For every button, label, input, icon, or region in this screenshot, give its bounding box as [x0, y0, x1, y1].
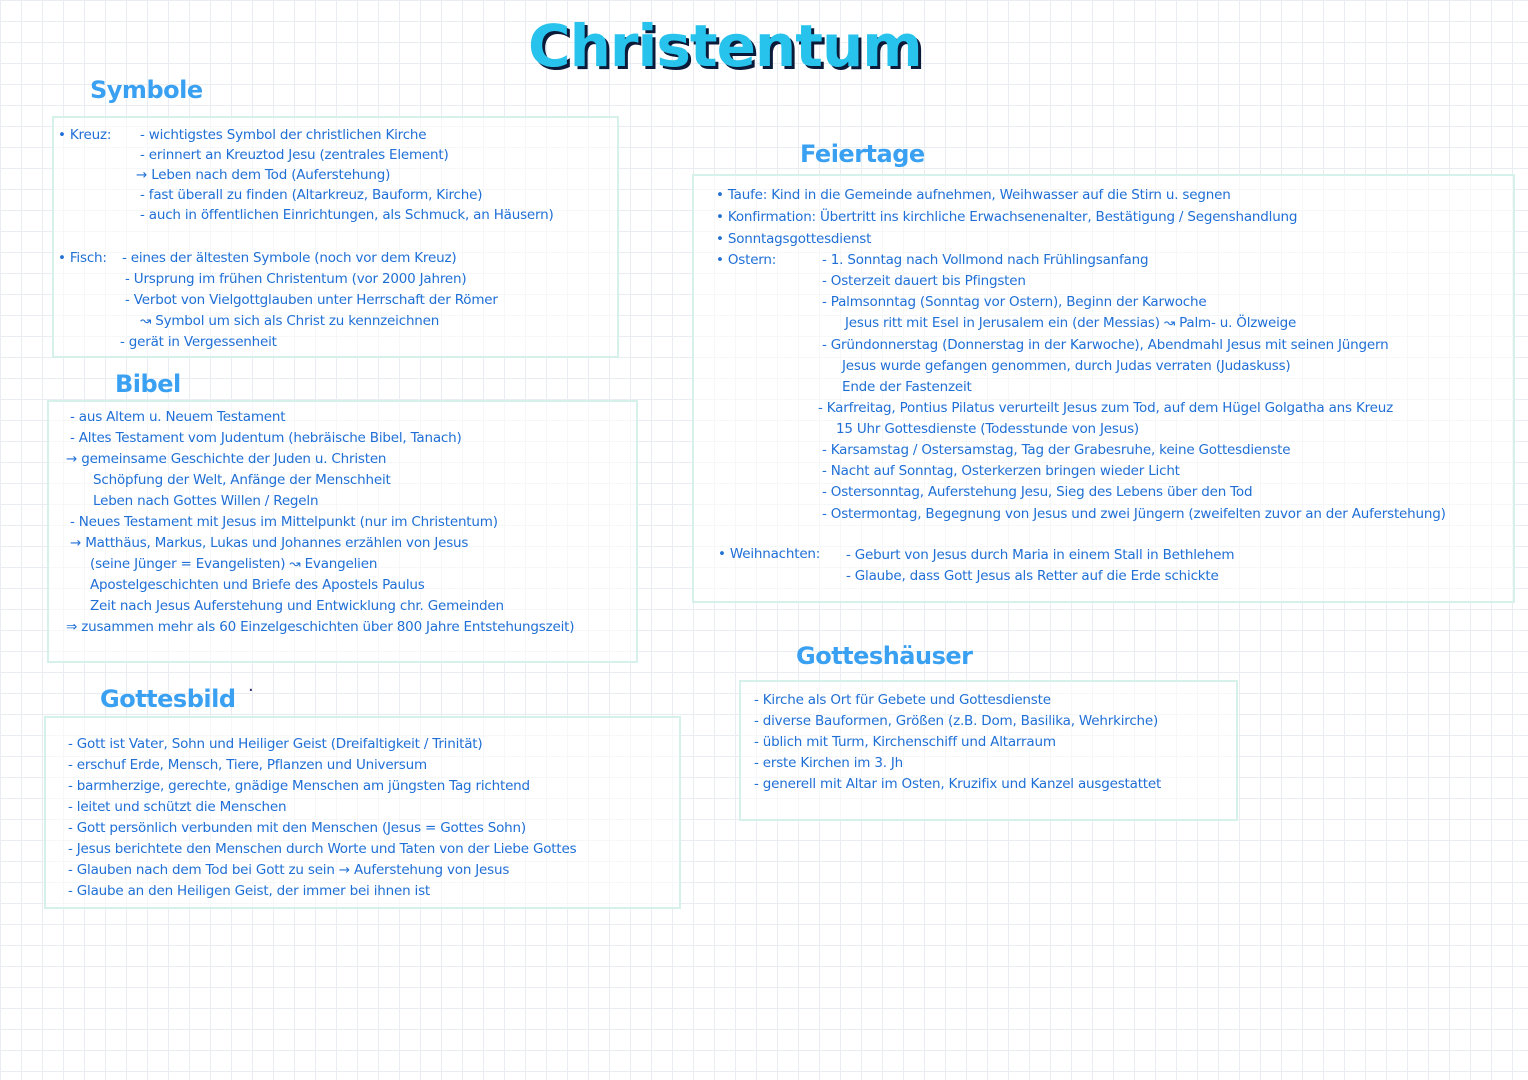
kreuz-line: - auch in öffentlichen Einrichtungen, als Schmuck, an Häusern) — [140, 207, 554, 223]
feiertage-line: • Sonntagsgottesdienst — [716, 231, 872, 247]
kreuz-line: - erinnert an Kreuztod Jesu (zentrales Element) — [140, 147, 449, 163]
fisch-label: • Fisch: — [58, 250, 107, 266]
gottesbild-line: - Gott persönlich verbunden mit den Menschen (Jesus = Gottes Sohn) — [68, 820, 526, 836]
ostern-line: Ende der Fastenzeit — [842, 379, 972, 395]
feiertage-line: • Taufe: Kind in die Gemeinde aufnehmen, Weihwasser auf die Stirn u. segnen — [716, 187, 1231, 203]
gotteshaeuser-line: - üblich mit Turm, Kirchenschiff und Altarraum — [754, 734, 1056, 750]
fisch-line: - gerät in Vergessenheit — [120, 334, 277, 350]
feiertage-heading: Feiertage — [800, 140, 925, 168]
fisch-line: - Verbot von Vielgottglauben unter Herrschaft der Römer — [125, 292, 498, 308]
bibel-line: → Matthäus, Markus, Lukas und Johannes erzählen von Jesus — [70, 535, 469, 551]
ostern-line: - Karsamstag / Ostersamstag, Tag der Grabesruhe, keine Gottesdienste — [822, 442, 1291, 458]
ostern-line: - Ostersonntag, Auferstehung Jesu, Sieg des Lebens über den Tod — [822, 484, 1253, 500]
ostern-line: - Nacht auf Sonntag, Osterkerzen bringen wieder Licht — [822, 463, 1180, 479]
gotteshaeuser-line: - generell mit Altar im Osten, Kruzifix und Kanzel ausgestattet — [754, 776, 1162, 792]
gottesbild-line: - leitet und schützt die Menschen — [68, 799, 287, 815]
bibel-heading: Bibel — [115, 370, 181, 398]
weihnachten-label: • Weihnachten: — [718, 546, 821, 562]
bibel-line: Leben nach Gottes Willen / Regeln — [93, 493, 319, 509]
bibel-line: - Altes Testament vom Judentum (hebräische Bibel, Tanach) — [70, 430, 462, 446]
ostern-line: - Gründonnerstag (Donnerstag in der Karwoche), Abendmahl Jesus mit seinen Jüngern — [822, 337, 1389, 353]
kreuz-line: → Leben nach dem Tod (Auferstehung) — [136, 167, 391, 183]
ostern-line: Jesus ritt mit Esel in Jerusalem ein (der Messias) ↝ Palm- u. Ölzweige — [845, 315, 1297, 331]
gottesbild-line: - Glaube an den Heiligen Geist, der immer bei ihnen ist — [68, 883, 430, 899]
stray-dot: · — [248, 680, 254, 701]
gotteshaeuser-line: - erste Kirchen im 3. Jh — [754, 755, 904, 771]
feiertage-line: • Konfirmation: Übertritt ins kirchliche Erwachsenenalter, Bestätigung / Segenshandlung — [716, 209, 1298, 225]
fisch-line: - eines der ältesten Symbole (noch vor dem Kreuz) — [122, 250, 457, 266]
bibel-line: → gemeinsame Geschichte der Juden u. Christen — [66, 451, 387, 467]
ostern-line: 15 Uhr Gottesdienste (Todesstunde von Jesus) — [836, 421, 1139, 437]
bibel-line: (seine Jünger = Evangelisten) ↝ Evangelien — [90, 556, 378, 572]
bibel-line: Zeit nach Jesus Auferstehung und Entwicklung chr. Gemeinden — [90, 598, 504, 614]
bibel-line: - aus Altem u. Neuem Testament — [70, 409, 286, 425]
kreuz-line: - fast überall zu finden (Altarkreuz, Bauform, Kirche) — [140, 187, 483, 203]
ostern-label: • Ostern: — [716, 252, 777, 268]
weihnachten-line: - Geburt von Jesus durch Maria in einem Stall in Bethlehem — [846, 547, 1235, 563]
page-title: Christentum — [528, 12, 922, 80]
ostern-line: - Karfreitag, Pontius Pilatus verurteilt Jesus zum Tod, auf dem Hügel Golgatha ans Kreuz — [818, 400, 1394, 416]
gottesbild-line: - erschuf Erde, Mensch, Tiere, Pflanzen und Universum — [68, 757, 427, 773]
kreuz-label: • Kreuz: — [58, 127, 112, 143]
gottesbild-line: - Jesus berichtete den Menschen durch Worte und Taten von der Liebe Gottes — [68, 841, 577, 857]
bibel-line: Schöpfung der Welt, Anfänge der Menschheit — [93, 472, 391, 488]
gottesbild-heading: Gottesbild — [100, 685, 236, 713]
bibel-line: Apostelgeschichten und Briefe des Apostels Paulus — [90, 577, 425, 593]
fisch-line: - Ursprung im frühen Christentum (vor 2000 Jahren) — [125, 271, 467, 287]
gotteshaeuser-heading: Gotteshäuser — [796, 642, 973, 670]
gottesbild-line: - barmherzige, gerechte, gnädige Menschen am jüngsten Tag richtend — [68, 778, 530, 794]
gotteshaeuser-line: - diverse Bauformen, Größen (z.B. Dom, Basilika, Wehrkirche) — [754, 713, 1159, 729]
gotteshaeuser-line: - Kirche als Ort für Gebete und Gottesdienste — [754, 692, 1051, 708]
symbole-heading: Symbole — [90, 76, 203, 104]
fisch-line: ↝ Symbol um sich als Christ zu kennzeichnen — [140, 313, 440, 329]
bibel-line: - Neues Testament mit Jesus im Mittelpunkt (nur im Christentum) — [70, 514, 498, 530]
ostern-line: - Ostermontag, Begegnung von Jesus und zwei Jüngern (zweifelten zuvor an der Auferstehung) — [822, 506, 1446, 522]
bibel-line: ⇒ zusammen mehr als 60 Einzelgeschichten über 800 Jahre Entstehungszeit) — [66, 619, 575, 635]
ostern-line: - Palmsonntag (Sonntag vor Ostern), Beginn der Karwoche — [822, 294, 1207, 310]
gottesbild-line: - Gott ist Vater, Sohn und Heiliger Geist (Dreifaltigkeit / Trinität) — [68, 736, 483, 752]
ostern-line: Jesus wurde gefangen genommen, durch Judas verraten (Judaskuss) — [842, 358, 1291, 374]
ostern-line: - Osterzeit dauert bis Pfingsten — [822, 273, 1026, 289]
ostern-line: - 1. Sonntag nach Vollmond nach Frühlingsanfang — [822, 252, 1149, 268]
gottesbild-line: - Glauben nach dem Tod bei Gott zu sein → Auferstehung von Jesus — [68, 862, 510, 878]
kreuz-line: - wichtigstes Symbol der christlichen Kirche — [140, 127, 427, 143]
weihnachten-line: - Glaube, dass Gott Jesus als Retter auf die Erde schickte — [846, 568, 1219, 584]
